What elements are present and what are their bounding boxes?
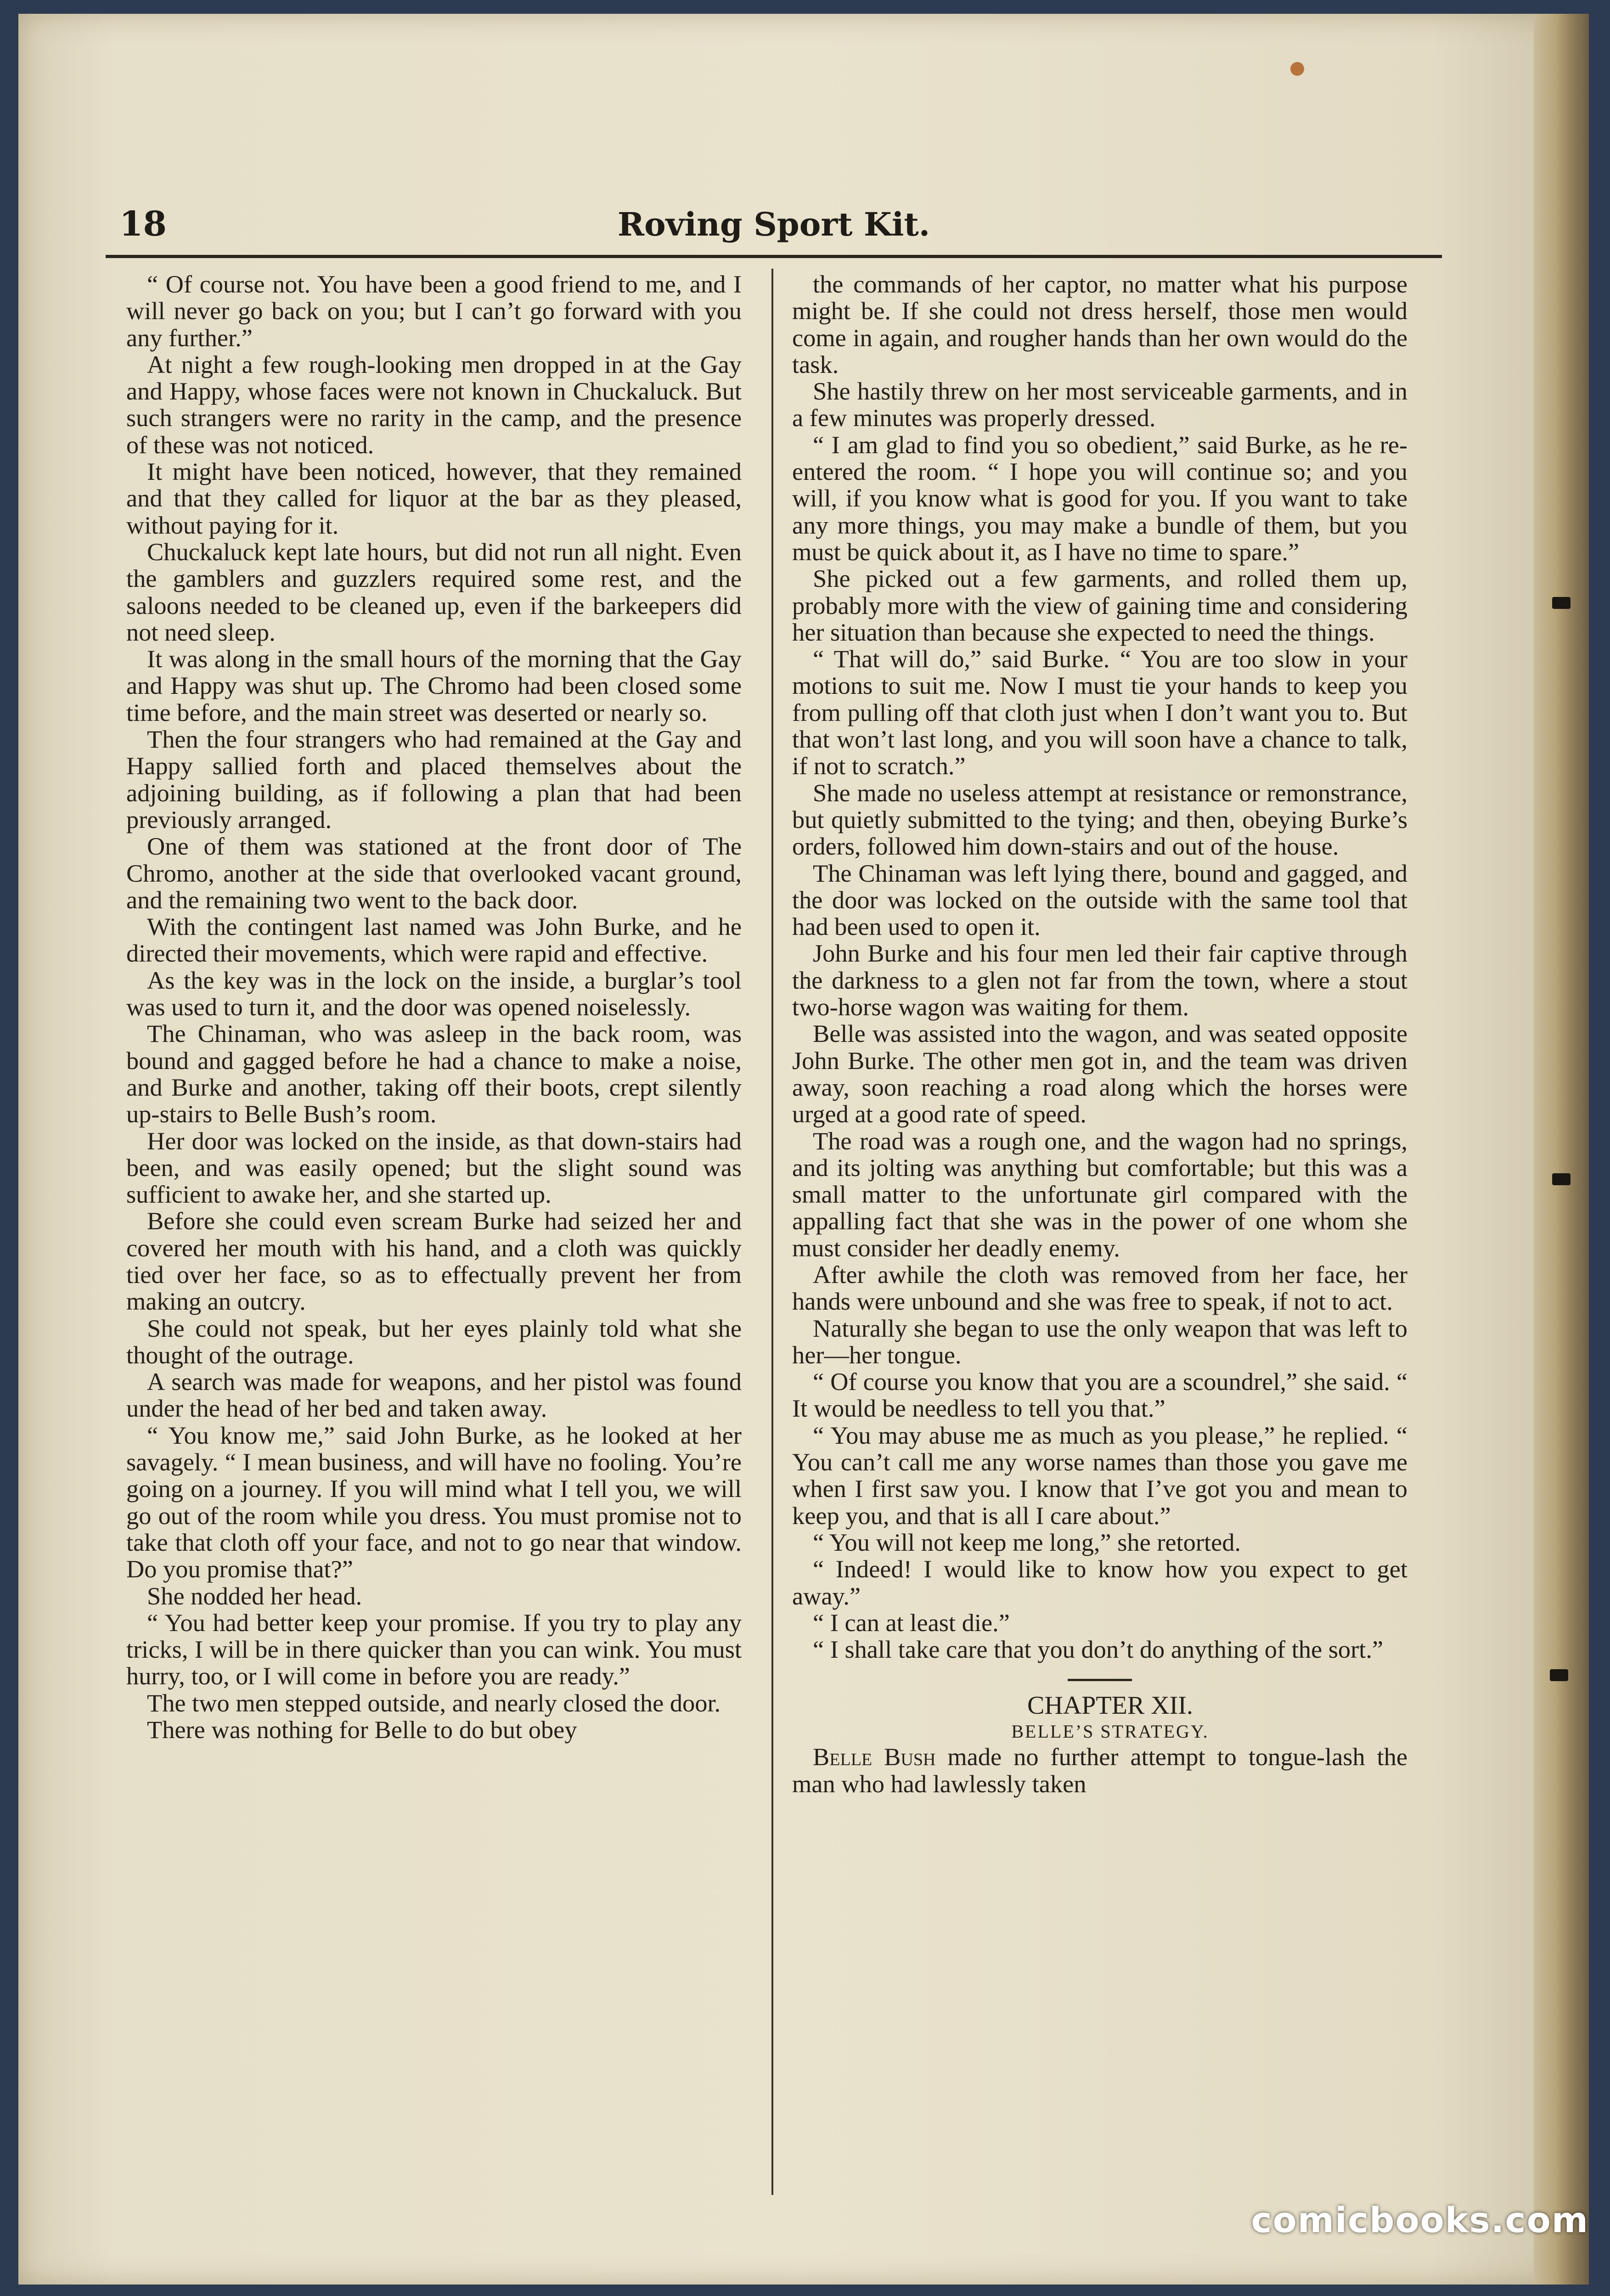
paragraph: the commands of her captor, no matter what his purpose might be. If she could not dress herself, those men would come in again, and rougher hands than her own would do the task. xyxy=(792,271,1407,378)
paragraph: “ Of course you know that you are a scoundrel,” she said. “ It would be needless to tell you that.” xyxy=(792,1368,1407,1423)
section-rule xyxy=(1068,1679,1132,1681)
page-header xyxy=(106,195,1442,246)
paragraph: She hastily threw on her most serviceable garments, and in a few minutes was properly dressed. xyxy=(792,377,1407,432)
opening-text: made no further attempt to tongue-lash the man who had lawlessly taken xyxy=(792,1743,1407,1798)
paragraph: John Burke and his four men led their fair captive through the darkness to a glen not far from the town, where a stout two-horse wagon was waiting for them. xyxy=(792,940,1407,1021)
paragraph: At night a few rough-looking men dropped in at the Gay and Happy, whose faces were not known in Chuckaluck. But such strangers were no rarity in the camp, and the presence of these was not noticed. xyxy=(126,350,742,459)
paragraph: There was nothing for Belle to do but obey xyxy=(147,1716,577,1744)
watermark: comicbooks.com xyxy=(1251,2200,1589,2240)
chapter-heading: CHAPTER XII. xyxy=(1027,1691,1193,1720)
paragraph: The two men stepped outside, and nearly closed the door. xyxy=(147,1689,721,1717)
paragraph: She could not speak, but her eyes plainly told what she thought of the outrage. xyxy=(126,1314,742,1369)
opening-smallcaps: Belle Bush xyxy=(813,1743,936,1771)
chapter-subheading: BELLE’S STRATEGY. xyxy=(1011,1721,1209,1742)
page-number: 18 xyxy=(119,204,167,244)
paragraph: Before she could even scream Burke had seized her and covered her mouth with his hand, and a cloth was quickly tied over her face, so as to effectually prevent her from making an outcry. xyxy=(126,1207,742,1316)
paragraph: She picked out a few garments, and rolled them up, probably more with the view of gaining time and considering her situation than because she expected to need the things. xyxy=(792,565,1407,646)
column-divider xyxy=(771,269,773,2195)
paragraph: “ I am glad to find you so obedient,” said Burke, as he re-entered the room. “ I hope you will continue so; and you will, if you know what is good for you. If you want to take any more things, you may make a bundle of them, but you must be quick about it, as I have no time to spare.” xyxy=(792,431,1407,566)
binding-staple xyxy=(1552,597,1571,609)
paragraph: Her door was locked on the inside, as that down-stairs had been, and was easily opened; but the slight sound was sufficient to awake her, and she started up. xyxy=(126,1127,742,1209)
header-rule xyxy=(106,255,1442,258)
paragraph: One of them was stationed at the front door of The Chromo, another at the side that overlooked vacant ground, and the remaining two went to the back door. xyxy=(126,833,742,914)
paper-stain xyxy=(1290,62,1304,76)
paragraph: With the contingent last named was John Burke, and he directed their movements, which were rapid and effective. xyxy=(126,913,742,968)
page-gutter-shadow xyxy=(1534,14,1589,2285)
paragraph: “ That will do,” said Burke. “ You are too slow in your motions to suit me. Now I must tie your hands to keep you from pulling off that cloth just when I don’t want you to. But that won’t last long, and you will soon have a chance to talk, if not to scratch.” xyxy=(792,645,1407,780)
paragraph: As the key was in the lock on the inside, a burglar’s tool was used to turn it, and the door was opened noiselessly. xyxy=(126,966,742,1021)
paragraph: Chuckaluck kept late hours, but did not run all night. Even the gamblers and guzzlers required some rest, and the saloons needed to be cleaned up, even if the barkeepers did not need sleep. xyxy=(126,538,742,646)
paragraph: The Chinaman, who was asleep in the back room, was bound and gagged before he had a chance to make a noise, and Burke and another, taking off their boots, crept silently up-stairs to Belle Bush’s room. xyxy=(126,1020,742,1128)
right-column xyxy=(792,271,1407,2190)
paragraph: It was along in the small hours of the morning that the Gay and Happy was shut up. The Chromo had been closed some time before, and the main street was deserted or nearly so. xyxy=(126,645,742,726)
paragraph: “ Of course not. You have been a good friend to me, and I will never go back on you; but I can’t go forward with you any further.” xyxy=(126,271,742,352)
paragraph: “ I shall take care that you don’t do anything of the sort.” xyxy=(813,1636,1384,1664)
chapter-opening-paragraph xyxy=(792,1744,1407,1797)
paragraph: It might have been noticed, however, that they remained and that they called for liquor at the bar as they pleased, without paying for it. xyxy=(126,458,742,539)
paragraph: “ You know me,” said John Burke, as he looked at her savagely. “ I mean business, and will have no fooling. You’re going on a journey. If you will mind what I tell you, we will go out of the room while you dress. You must promise not to take that cloth off your face, and not to go near that window. Do you promise that?” xyxy=(126,1421,742,1583)
paragraph: Belle was assisted into the wagon, and was seated opposite John Burke. The other men got in, and the team was driven away, soon reaching a road along which the horses were urged at a good rate of speed. xyxy=(792,1020,1407,1128)
binding-staple xyxy=(1552,1173,1571,1185)
running-title: Roving Sport Kit. xyxy=(617,205,930,243)
paragraph: After awhile the cloth was removed from her face, her hands were unbound and she was free to speak, if not to act. xyxy=(792,1261,1407,1316)
paragraph: “ You will not keep me long,” she retorted. xyxy=(813,1528,1241,1556)
paragraph: “ I can at least die.” xyxy=(813,1609,1010,1637)
paragraph: “ You had better keep your promise. If you try to play any tricks, I will be in there quicker than you can wink. You must hurry, too, or I will come in before you are ready.” xyxy=(126,1609,742,1690)
paragraph: “ You may abuse me as much as you please,” he replied. “ You can’t call me any worse names than those you gave me when I first saw you. I know that I’ve got you and mean to keep you, and that is all I care about.” xyxy=(792,1421,1407,1530)
paragraph: The Chinaman was left lying there, bound and gagged, and the door was locked on the outside with the same tool that had been used to open it. xyxy=(792,859,1407,941)
paragraph: The road was a rough one, and the wagon had no springs, and its jolting was anything but comfortable; but this was a small matter to the unfortunate girl compared with the appalling fact that she was in the power of one whom she must consider her deadly enemy. xyxy=(792,1127,1407,1262)
binding-staple xyxy=(1550,1669,1568,1681)
paragraph: She made no useless attempt at resistance or remonstrance, but quietly submitted to the tying; and then, obeying Burke’s orders, followed him down-stairs and out of the house. xyxy=(792,779,1407,861)
paragraph: Then the four strangers who had remained at the Gay and Happy sallied forth and placed themselves about the adjoining building, as if following a plan that had been previously arranged. xyxy=(126,726,742,833)
paragraph: “ Indeed! I would like to know how you expect to get away.” xyxy=(792,1555,1407,1610)
paragraph: She nodded her head. xyxy=(147,1582,362,1610)
paragraph: Naturally she began to use the only weapon that was left to her—her tongue. xyxy=(792,1314,1407,1369)
paragraph: A search was made for weapons, and her pistol was found under the head of her bed and taken away. xyxy=(126,1368,742,1423)
left-column xyxy=(126,271,742,2190)
